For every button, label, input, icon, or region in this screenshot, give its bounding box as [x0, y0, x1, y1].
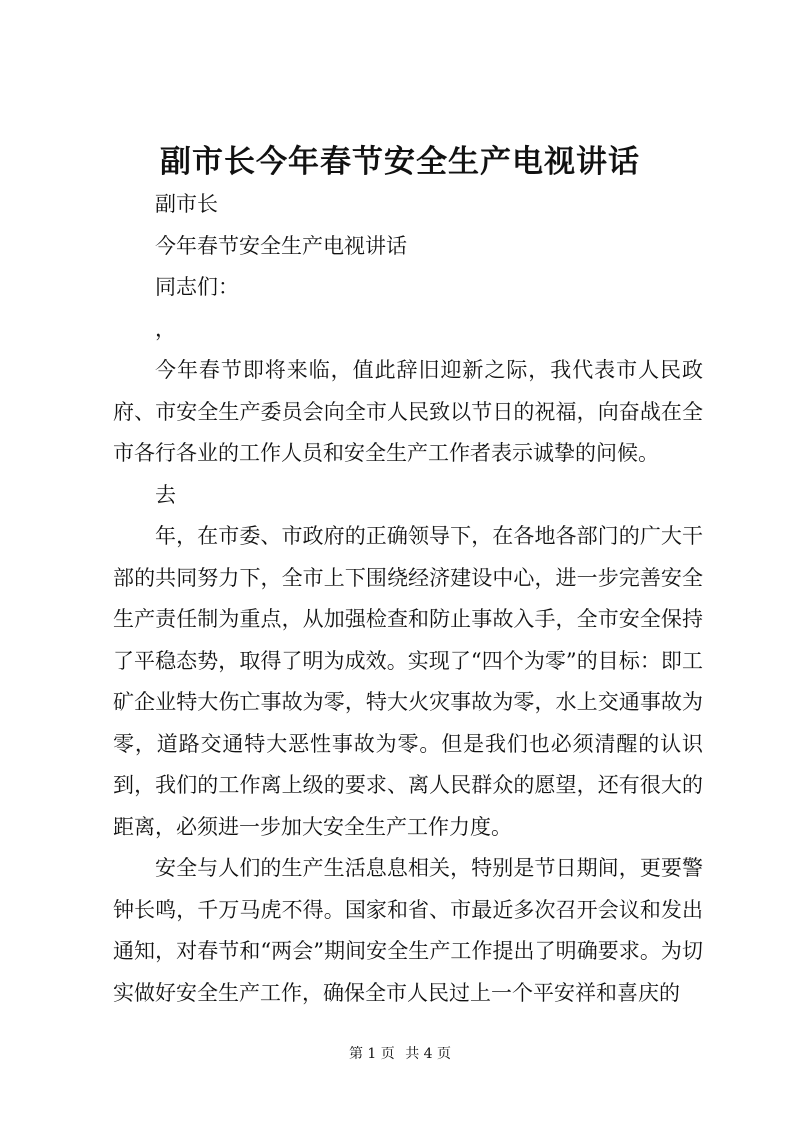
page-footer	[0, 1044, 800, 1064]
document-body	[113, 184, 703, 1014]
page-number: 第 1 页	[348, 1046, 395, 1062]
paragraph: 年，在市委、市政府的正确领导下，在各地各部门的广大干部的共同努力下，全市上下围绕经济建设中心，进一步完善安全生产责任制为重点，从加强检查和防止事故入手，全市安全保持了平稳态势，取得了明为成效。实现了“四个为零”的目标：即工矿企业特大伤亡事故为零，特大火灾事故为零，水上交通事故为零，道路交通特大恶性事故为零。但是我们也必须清醒的认识到，我们的工作离上级的要求、离人民群众的愿望，还有很大的距离，必须进一步加大安全生产工作力度。	[113, 524, 703, 839]
paragraph: 今年春节即将来临，值此辞旧迎新之际，我代表市人民政府、市安全生产委员会向全市人民致以节日的祝福，向奋战在全市各行各业的工作人员和安全生产工作者表示诚挚的问候。	[113, 358, 703, 465]
paragraph: 副市长	[155, 192, 218, 216]
paragraph: 今年春节安全生产电视讲话	[155, 233, 407, 258]
page-total: 共 4 页	[405, 1046, 452, 1062]
paragraph: 安全与人们的生产生活息息相关，特别是节日期间，更要警钟长鸣，千万马虎不得。国家和省、市最近多次召开会议和发出通知，对春节和“两会”期间安全生产工作提出了明确要求。为切实做好安全生产工作，确保全市人民过上一个平安祥和喜庆的	[113, 856, 703, 1005]
document-title: 副市长今年春节安全生产电视讲话	[160, 144, 640, 180]
paragraph: 同志们：	[155, 275, 239, 299]
paragraph: ，	[155, 316, 176, 341]
paragraph: 去	[155, 482, 176, 507]
